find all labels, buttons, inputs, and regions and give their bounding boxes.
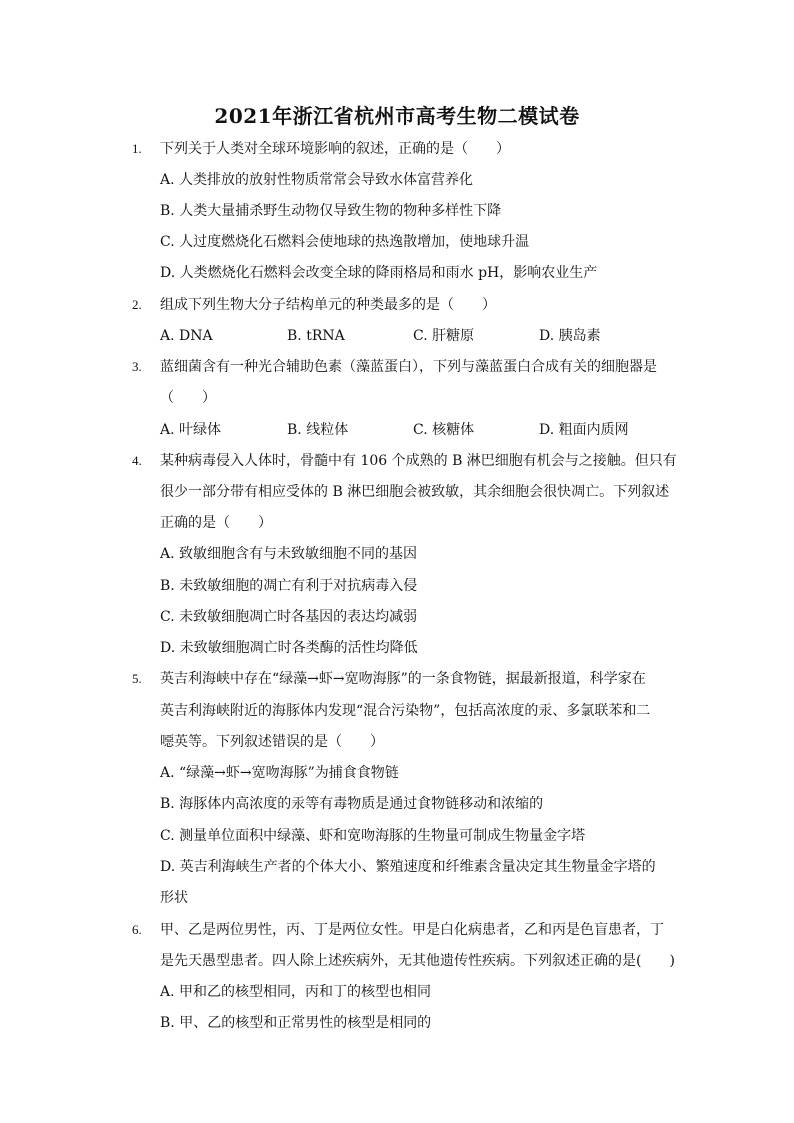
q5-option-d-line1: D. 英吉利海峡生产者的个体大小、繁殖速度和纤维素含量决定其生物量金字塔的	[160, 859, 656, 875]
question-stem-4-line2: 很少一部分带有相应受体的 B 淋巴细胞会被致敏，其余细胞会很快凋亡。下列叙述	[160, 484, 670, 500]
q4-option-a: A. 致敏细胞含有与未致敏细胞不同的基因	[160, 546, 418, 562]
q5-option-a: A. “绿藻→虾→宽吻海豚”为捕食食物链	[160, 765, 399, 781]
q2-option-c: C. 肝糖原	[413, 328, 475, 344]
question-stem-6-line1: 甲、乙是两位男性，丙、丁是两位女性。甲是白化病患者，乙和丙是色盲患者，丁	[160, 922, 664, 938]
q6-option-b: B. 甲、乙的核型和正常男性的核型是相同的	[160, 1015, 432, 1031]
question-stem-2: 组成下列生物大分子结构单元的种类最多的是（ ）	[160, 297, 496, 313]
q6-option-a: A. 甲和乙的核型相同，丙和丁的核型也相同	[160, 984, 432, 1000]
q4-option-c: C. 未致敏细胞凋亡时各基因的表达均减弱	[160, 609, 418, 625]
q3-option-c: C. 核糖体	[413, 422, 475, 438]
question-number-1: 1.	[132, 141, 142, 156]
q1-option-d: D. 人类燃烧化石燃料会改变全球的降雨格局和雨水 pH，影响农业生产	[160, 265, 598, 281]
q5-option-d-line2: 形状	[160, 890, 188, 906]
question-stem-3-line1: 蓝细菌含有一种光合辅助色素（藻蓝蛋白），下列与藻蓝蛋白合成有关的细胞器是	[160, 359, 657, 375]
q2-option-b: B. tRNA	[287, 328, 345, 344]
q4-option-b: B. 未致敏细胞的凋亡有利于对抗病毒入侵	[160, 578, 418, 594]
q5-option-b: B. 海豚体内高浓度的汞等有毒物质是通过食物链移动和浓缩的	[160, 796, 544, 812]
q3-option-d: D. 粗面内质网	[539, 422, 629, 438]
question-number-2: 2.	[132, 297, 142, 312]
q2-option-d: D. 胰岛素	[539, 328, 601, 344]
question-stem-3-line2: （ ）	[160, 390, 216, 406]
q2-option-a: A. DNA	[160, 328, 213, 344]
question-stem-5-line2: 英吉利海峡附近的海豚体内发现“混合污染物”，包括高浓度的汞、多氯联苯和二	[160, 703, 651, 719]
question-number-5: 5.	[132, 671, 142, 686]
question-stem-4-line3: 正确的是（ ）	[160, 515, 272, 531]
question-number-4: 4.	[132, 453, 142, 468]
q1-option-c: C. 人过度燃烧化石燃料会使地球的热逸散增加，使地球升温	[160, 234, 530, 250]
q5-option-c: C. 测量单位面积中绿藻、虾和宽吻海豚的生物量可制成生物量金字塔	[160, 828, 586, 844]
q4-option-d: D. 未致敏细胞凋亡时各类酶的活性均降低	[160, 640, 418, 656]
q1-option-a: A. 人类排放的放射性物质常常会导致水体富营养化	[160, 172, 474, 188]
question-number-6: 6.	[132, 922, 142, 937]
q3-option-a: A. 叶绿体	[160, 422, 222, 438]
exam-title: 2021年浙江省杭州市高考生物二模试卷	[214, 104, 580, 128]
q1-option-b: B. 人类大量捕杀野生动物仅导致生物的物种多样性下降	[160, 203, 502, 219]
question-stem-5-line3: 噁英等。下列叙述错误的是（ ）	[160, 734, 384, 750]
q3-option-b: B. 线粒体	[287, 422, 349, 438]
question-stem-6-line2: 是先天愚型患者。四人除上述疾病外，无其他遗传性疾病。下列叙述正确的是( )	[160, 953, 675, 969]
question-number-3: 3.	[132, 359, 142, 374]
question-stem-1: 下列关于人类对全球环境影响的叙述，正确的是（ ）	[160, 141, 510, 157]
question-stem-5-line1: 英吉利海峡中存在“绿藻→虾→宽吻海豚”的一条食物链，据最新报道，科学家在	[160, 671, 646, 687]
question-stem-4-line1: 某种病毒侵入人体时，骨髓中有 106 个成熟的 B 淋巴细胞有机会与之接触。但只有	[160, 453, 677, 469]
